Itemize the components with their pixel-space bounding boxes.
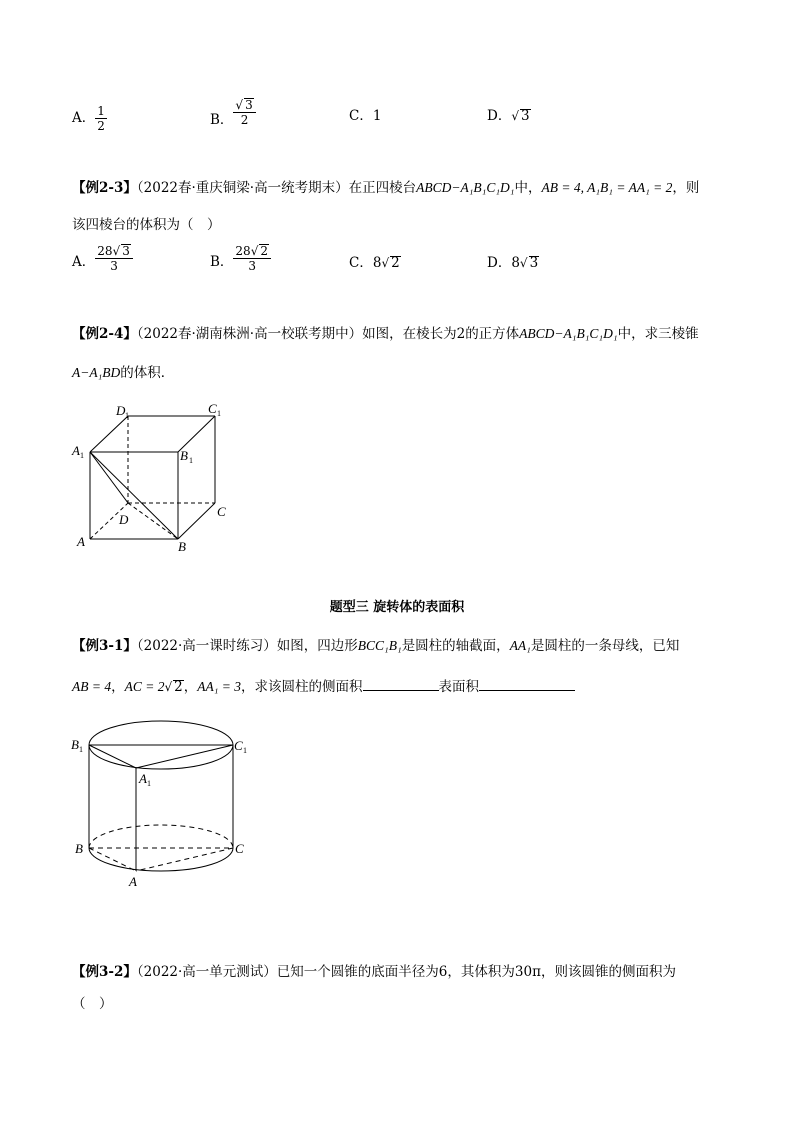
- section-title: 题型三 旋转体的表面积: [329, 600, 465, 615]
- label-A1-cyl: A: [139, 771, 147, 786]
- svg-text:1: 1: [79, 745, 83, 754]
- ex23-option-a: A． $\frac{28√ 3}{3}$: [72, 244, 133, 273]
- cube-figure: [60, 398, 250, 558]
- ex23-option-b: B． $\frac{28√ 2}{3}$: [210, 244, 271, 273]
- ex23-option-d: D．8√ 3: [487, 255, 539, 271]
- label-A: A: [77, 534, 85, 549]
- label-D: D: [119, 512, 129, 527]
- answer-blank-total[interactable]: [479, 678, 575, 691]
- svg-text:1: 1: [147, 779, 151, 788]
- prev-option-b: B． $\frac{√ 3}{2}$: [210, 98, 256, 127]
- prev-option-d: D．√ 3: [487, 108, 530, 124]
- label-C1-cyl: C: [234, 738, 243, 753]
- ex23-line2: 该四棱台的体积为（ ）: [72, 217, 221, 233]
- svg-text:1: 1: [80, 451, 84, 460]
- ex24-line2: A−A₁BD的体积．: [72, 365, 175, 381]
- label-B1-cyl: B: [71, 737, 79, 752]
- ex31-tag: 【例3-1】: [72, 638, 137, 654]
- ex32-tag: 【例3-2】: [72, 964, 137, 980]
- ex23-tag: 【例2-3】: [72, 180, 137, 196]
- label-C-cyl: C: [235, 841, 244, 856]
- ex23-line1: 【例2-3】（2022春·重庆铜梁·高一统考期末）在正四棱台ABCD−A₁B₁C₁D₁中，AB = 4, A₁B₁ = AA₁ = 2，则: [72, 180, 700, 196]
- svg-text:1: 1: [125, 411, 129, 420]
- label-B1: B: [180, 448, 188, 463]
- prev-option-a: A． $\frac{1}{2}$: [72, 104, 105, 133]
- label-C1: C: [208, 401, 217, 416]
- ex31-line2: AB = 4，AC = 2√ 2，AA₁ = 3，求该圆柱的侧面积 表面积: [72, 677, 575, 697]
- label-A-cyl: A: [129, 874, 137, 889]
- ex24-tag: 【例2-4】: [72, 326, 137, 342]
- ex24-line1: 【例2-4】（2022春·湖南株洲·高一校联考期中）如图，在棱长为2的正方体ABCD−A₁B₁C₁D₁中，求三棱锥: [72, 326, 699, 342]
- label-D1: D: [116, 403, 126, 418]
- prev-option-c: C．1: [349, 108, 382, 124]
- label-B: B: [178, 539, 186, 554]
- svg-text:1: 1: [217, 409, 221, 418]
- ex32-line2: （ ）: [72, 996, 113, 1012]
- label-B-cyl: B: [75, 841, 83, 856]
- label-C: C: [217, 504, 226, 519]
- ex32-line1: 【例3-2】（2022·高一单元测试）已知一个圆锥的底面半径为6，其体积为30π，则该圆锥的侧面积为: [72, 964, 676, 980]
- cylinder-figure: [66, 712, 266, 892]
- label-A1: A: [72, 443, 80, 458]
- answer-blank-lateral[interactable]: [363, 678, 439, 691]
- svg-text:1: 1: [189, 456, 193, 465]
- ex31-line1: 【例3-1】（2022·高一课时练习）如图，四边形BCC₁B₁是圆柱的轴截面，AA₁是圆柱的一条母线，已知: [72, 638, 680, 654]
- ex23-option-c: C．8√ 2: [349, 255, 400, 271]
- svg-text:1: 1: [243, 746, 247, 755]
